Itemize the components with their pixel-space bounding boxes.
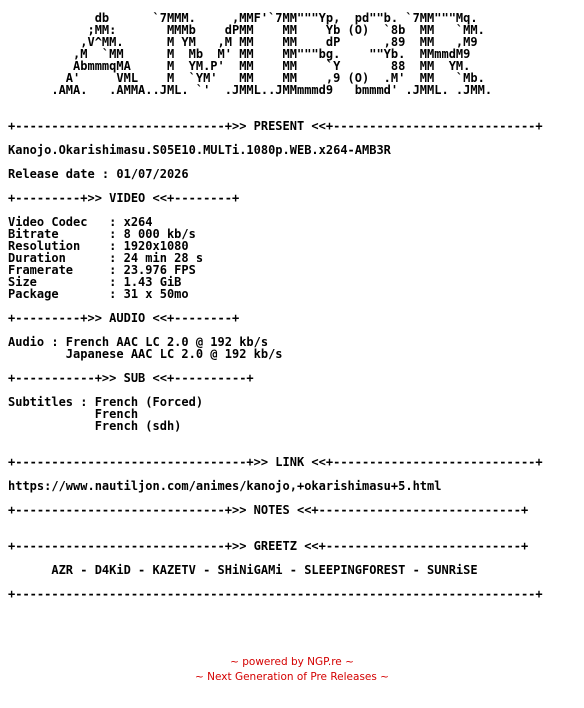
footer-tagline: ~ Next Generation of Pre Releases ~ — [195, 671, 389, 683]
nfo-content: db `7MMM. ,MMF'`7MM"""Yp, pd""b. `7MM"""Mq. ;MM: MMMb dPMM MM Yb (O) `8b MM `MM. ,V^MM. M YM ,M MM MM dP ,89 MM ,M9 ,M `MM M Mb M' MM MM"""bg. ""Yb. MMmmdM9 AbmmmqMA M YM.P' MM MM `Y 88 MM YM. A' VML M `YM' MM MM ,9 (O) .M' MM `Mb. .AMA. .AMMA..JML. `' .JMML..JMMmmmd9 bmmmd' .JMML. .JMM. +-----------------------------+>> PRESENT <<+----------------------------+ Kanojo.Okarishimasu.S05E10.MULTi.1080p.WEB.x264-AMB3R Release date : 01/07/2026 +---------+>> VIDEO <<+--------+ Video Codec : x264 Bitrate : 8 000 kb/s Resolution : 1920x1080 Duration : 24 min 28 s Framerate : 23.976 FPS Size : 1.43 GiB Package : 31 x 50mo +---------+>> AUDIO <<+--------+ Audio : French AAC LC 2.0 @ 192 kb/s Japanese AAC LC 2.0 @ 192 kb/s +-----------+>> SUB <<+----------+ Subtitles : French (Forced) French French (sdh) +--------------------------------+>> LINK <<+----------------------------+ https://www.nautiljon.com/animes/kanojo,+okarishimasu+5.html +-----------------------------+>> NOTES <<+----------------------------+ +-----------------------------+>> GREETZ <<+---------------------------+ AZR - D4KiD - KAZETV - SHiNiGAMi - SLEEPINGFOREST - SUNRiSE +------------------------------------------------------------------------+ — [8, 11, 543, 601]
footer-powered-by: ~ powered by NGP.re ~ — [230, 656, 354, 668]
